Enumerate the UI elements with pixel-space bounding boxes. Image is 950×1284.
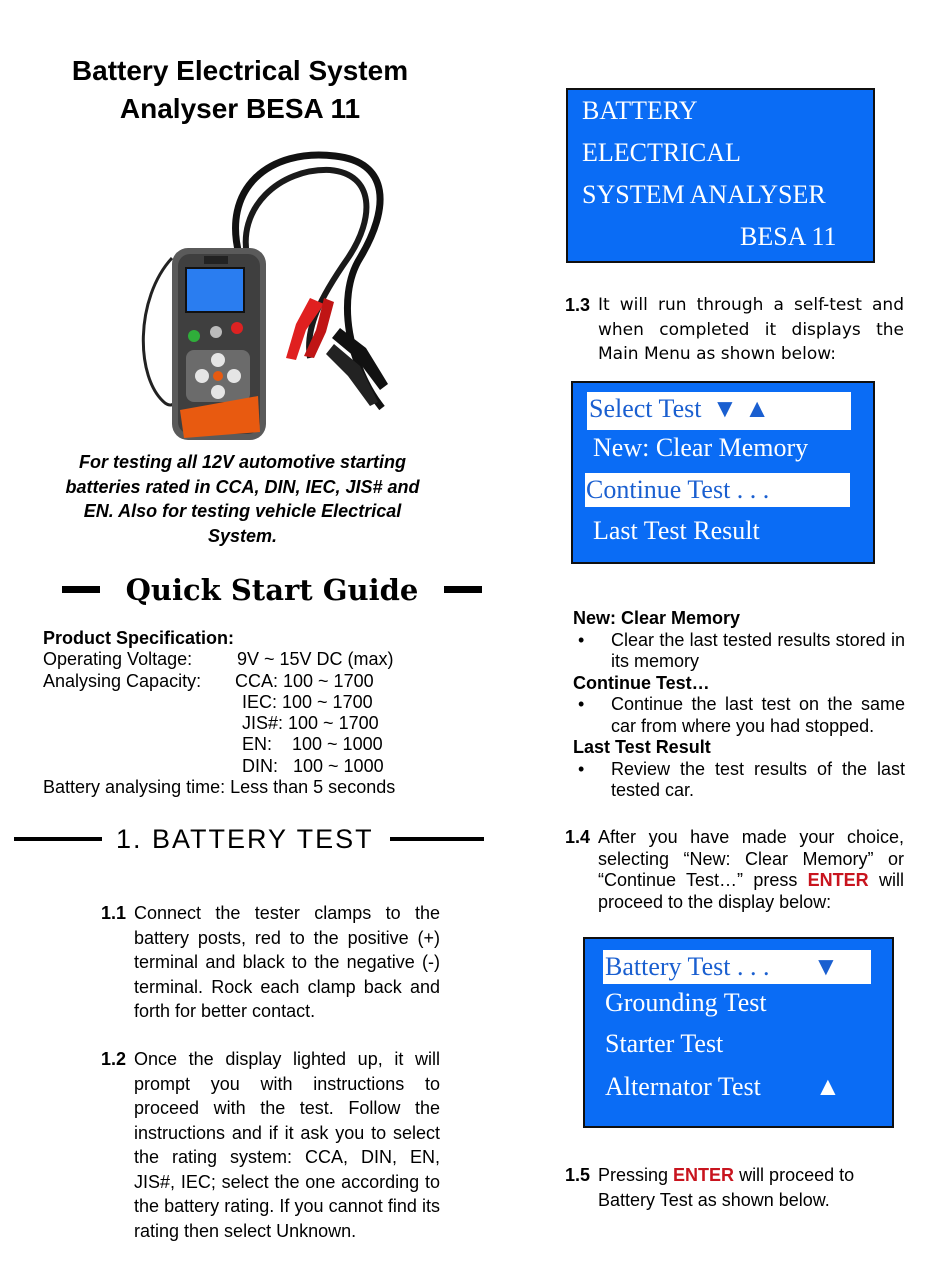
document-title — [20, 52, 460, 128]
down-arrow-icon: ▼ — [813, 952, 839, 981]
step-1-2-number: 1.2 — [101, 1049, 127, 1069]
time-value: Less than 5 seconds — [230, 777, 396, 798]
menu-arrows-icon: ▼ ▲ — [712, 394, 770, 423]
capacity-jis: JIS#: 100 ~ 1700 — [242, 713, 379, 734]
splash-line-4: BESA 11 — [740, 222, 837, 251]
help-last-heading: Last Test Result — [573, 737, 711, 757]
title-line-1: Battery Electrical System — [71, 55, 409, 86]
section-rule-right — [390, 837, 484, 841]
capacity-cca: CCA: 100 ~ 1700 — [235, 670, 374, 691]
capacity-en: EN: 100 ~ 1000 — [242, 734, 383, 755]
help-continue-heading: Continue Test… — [573, 672, 710, 693]
test-grounding: Grounding Test — [605, 988, 767, 1017]
test-battery — [603, 950, 871, 984]
bullet-icon: • — [578, 694, 585, 714]
help-continue-text: Continue the last test on the same car from where you had stopped. — [611, 694, 905, 736]
capacity-din: DIN: 100 ~ 1000 — [242, 755, 384, 776]
splash-line-3: SYSTEM ANALYSER — [582, 180, 826, 209]
voltage-value: 9V ~ 15V DC (max) — [237, 649, 394, 670]
lcd-test-menu — [583, 937, 894, 1128]
quick-start-title: Quick Start Guide — [125, 573, 419, 607]
test-alternator: Alternator Test — [605, 1072, 761, 1101]
time-label: Battery analysing time: — [43, 777, 226, 798]
enter-key-label: ENTER — [673, 1165, 735, 1185]
section-rule-left — [14, 837, 102, 841]
menu-help — [573, 608, 905, 802]
step-1-5-post: will proceed to Battery Test as shown below. — [598, 1165, 855, 1210]
section-heading — [14, 822, 484, 856]
step-1-5-number: 1.5 — [565, 1165, 591, 1185]
section-title: 1. BATTERY TEST — [116, 824, 374, 854]
step-1-4-pre: After you have made your choice, selecting “New: Clear Memory” or “Continue Test…” press — [598, 827, 904, 890]
spec-heading: Product Specification: — [43, 628, 235, 648]
product-specification — [43, 628, 463, 798]
step-1-4-text — [598, 827, 904, 913]
splash-line-1: BATTERY — [582, 96, 698, 125]
menu-continue-test: Continue Test . . . — [585, 473, 850, 507]
menu-new-clear-memory: New: Clear Memory — [593, 433, 809, 462]
bullet-icon: • — [578, 629, 585, 650]
capacity-iec: IEC: 100 ~ 1700 — [242, 691, 373, 712]
step-1-4-number: 1.4 — [565, 827, 591, 847]
menu-last-test-result: Last Test Result — [593, 516, 760, 545]
test-battery-label: Battery Test . . . — [605, 952, 770, 981]
help-last-text: Review the test results of the last tested car. — [611, 758, 905, 800]
step-1-1-number: 1.1 — [101, 903, 127, 923]
help-new-text: Clear the last tested results stored in its memory — [611, 629, 905, 671]
capacity-label: Analysing Capacity: — [43, 670, 202, 691]
step-1-1-text: Connect the tester clamps to the battery posts, red to the positive (+) terminal and black to the negative (-) terminal. Rock each clamp back and forth for better contact. — [134, 903, 440, 1021]
menu-select-test — [587, 392, 851, 430]
lcd-main-menu — [571, 381, 875, 564]
bullet-icon: • — [578, 758, 585, 779]
voltage-label: Operating Voltage: — [43, 649, 193, 670]
lcd-splash-screen — [566, 88, 875, 263]
menu-select-test-label: Select Test — [589, 394, 702, 423]
up-arrow-icon: ▲ — [815, 1072, 841, 1101]
step-1-3-text: It will run through a self-test and when completed it displays the Main Menu as shown below: — [598, 295, 904, 364]
step-1-5-pre: Pressing — [598, 1165, 674, 1185]
help-new-heading: New: Clear Memory — [573, 608, 741, 628]
splash-line-2: ELECTRICAL — [582, 138, 741, 167]
title-line-2: Analyser BESA 11 — [119, 93, 361, 124]
test-starter: Starter Test — [605, 1029, 724, 1058]
step-1-5-text — [598, 1163, 878, 1212]
quick-start-heading — [62, 570, 482, 610]
step-1-3-number: 1.3 — [565, 295, 591, 315]
step-1-4-post: will proceed to the display below: — [598, 870, 904, 912]
tagline: For testing all 12V automotive starting batteries rated in CCA, DIN, IEC, JIS# and EN. Also for testing vehicle Electrical System. — [65, 452, 420, 546]
battery-analyser-device-image — [120, 148, 420, 448]
step-1-2-text: Once the display lighted up, it will prompt you with instructions to proceed with the test. Follow the instructions and if it ask you to select the rating system: CCA, DIN, EN, JIS#, IEC; select the one according to the battery rating. If you cannot find its rating then select Unknown. — [134, 1049, 440, 1241]
enter-key-label: ENTER — [807, 870, 869, 890]
